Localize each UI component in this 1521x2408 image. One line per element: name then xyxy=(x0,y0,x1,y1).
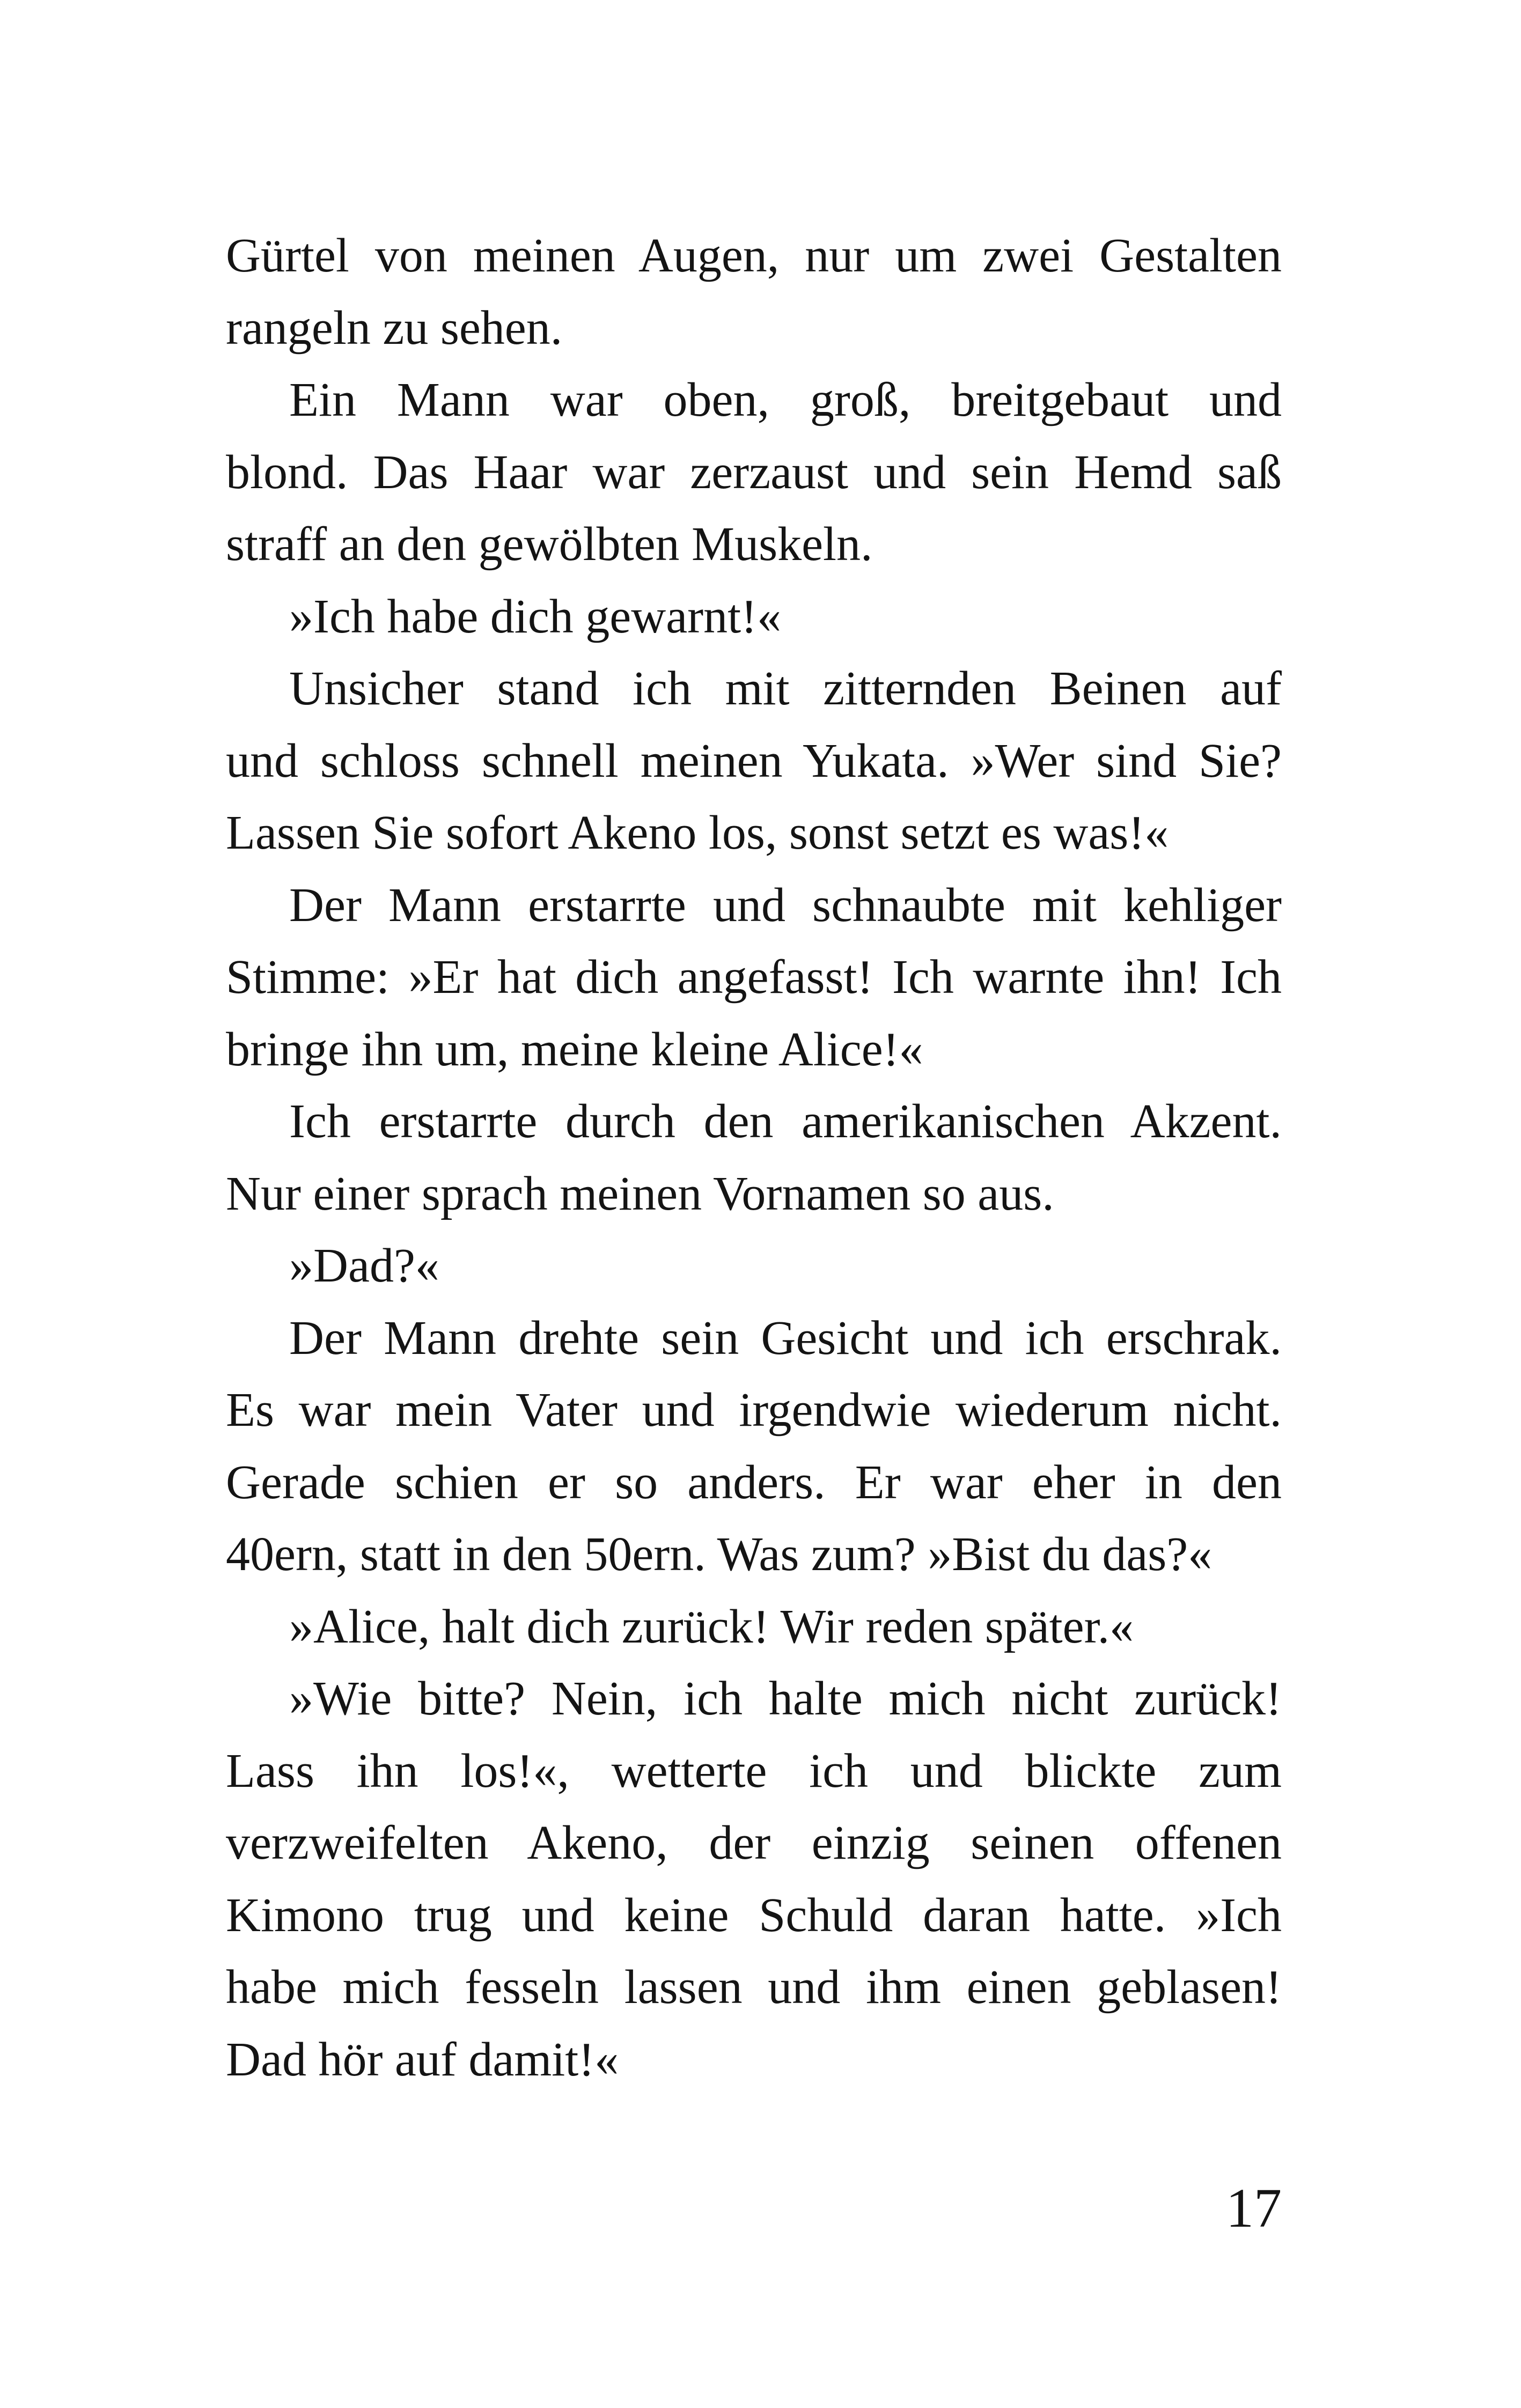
text-line: Lassen Sie sofort Akeno los, sonst setzt es was!« xyxy=(226,806,1169,859)
text-line: »Dad?« xyxy=(289,1239,439,1292)
text-line: verzweifelten Akeno, der einzig seinen offenen xyxy=(226,1816,1282,1869)
text-line: Dad hör auf damit!« xyxy=(226,2033,619,2086)
text-line: und schloss schnell meinen Yukata. »Wer sind Sie? xyxy=(226,734,1282,787)
text-line: »Alice, halt dich zurück! Wir reden später.« xyxy=(289,1600,1134,1653)
text-line: 40ern, statt in den 50ern. Was zum? »Bist du das?« xyxy=(226,1528,1213,1581)
text-line: Ich erstarrte durch den amerikanischen Akzent. xyxy=(289,1095,1282,1148)
text-line: habe mich fesseln lassen und ihm einen geblasen! xyxy=(226,1961,1282,2014)
text-line: Kimono trug und keine Schuld daran hatte. »Ich xyxy=(226,1888,1282,1942)
text-line: Gürtel von meinen Augen, nur um zwei Gestalten xyxy=(226,229,1282,282)
text-line: »Ich habe dich gewarnt!« xyxy=(289,590,782,643)
page-number: 17 xyxy=(1226,2177,1282,2239)
text-line: Der Mann erstarrte und schnaubte mit kehliger xyxy=(289,878,1282,932)
text-line: Es war mein Vater und irgendwie wiederum nicht. xyxy=(226,1383,1282,1437)
text-line: Nur einer sprach meinen Vornamen so aus. xyxy=(226,1167,1054,1220)
text-line: Gerade schien er so anders. Er war eher in den xyxy=(226,1455,1282,1509)
text-line: Lass ihn los!«, wetterte ich und blickte zum xyxy=(226,1744,1282,1798)
text-line: Stimme: »Er hat dich angefasst! Ich warnte ihn! Ich xyxy=(226,951,1282,1004)
text-line: »Wie bitte? Nein, ich halte mich nicht zurück! xyxy=(289,1672,1282,1725)
text-line: straff an den gewölbten Muskeln. xyxy=(226,518,873,571)
text-line: rangeln zu sehen. xyxy=(226,301,563,355)
text-line: blond. Das Haar war zerzaust und sein Hemd saß xyxy=(226,445,1282,499)
text-line: Ein Mann war oben, groß, breitgebaut und xyxy=(289,373,1282,426)
text-line: bringe ihn um, meine kleine Alice!« xyxy=(226,1022,923,1076)
text-line: Der Mann drehte sein Gesicht und ich erschrak. xyxy=(289,1311,1282,1365)
body-text xyxy=(226,220,1282,2096)
text-line: Unsicher stand ich mit zitternden Beinen auf xyxy=(289,662,1282,715)
